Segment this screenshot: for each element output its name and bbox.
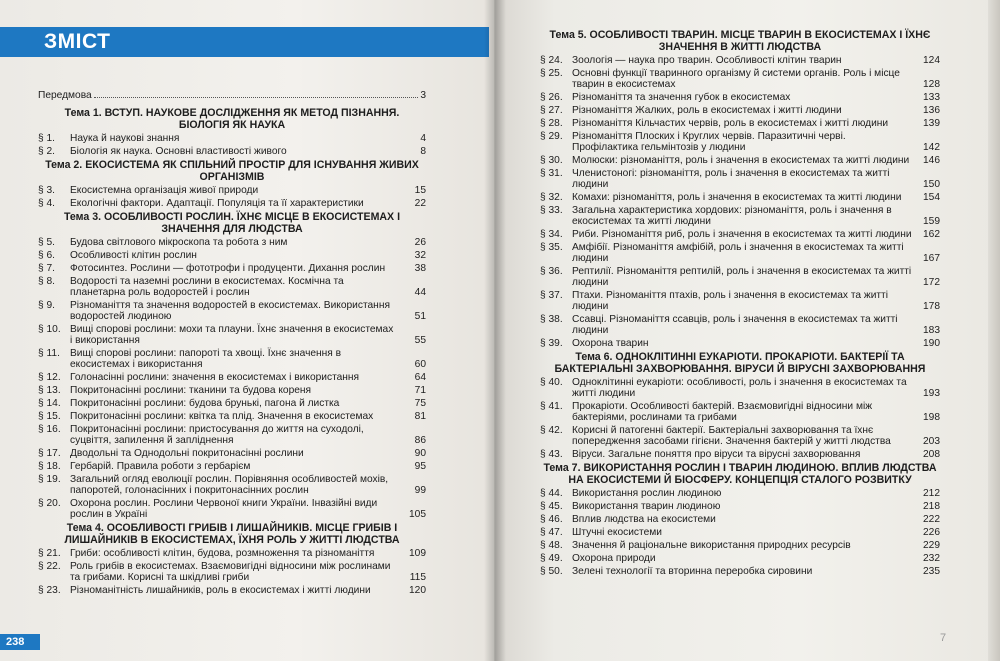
page-ref: 150 (923, 179, 940, 190)
section-number: § 39. (540, 338, 563, 349)
preface-label: Передмова (38, 90, 92, 101)
toc-entry[interactable] (540, 131, 940, 153)
toc-entry[interactable] (540, 155, 940, 166)
section-title: Загальний огляд еволюції рослин. Порівняння особливостей мохів, папоротей, голонасінних і покритонасінних рослин (70, 474, 389, 496)
section-title: Риби. Різноманіття риб, роль і значення в екосистемах та житті людини (572, 229, 912, 240)
toc-entry[interactable] (540, 229, 940, 240)
page-ref: 203 (923, 436, 940, 447)
section-number: § 1. (38, 133, 55, 144)
section-title: Покритонасінні рослини: тканини та будова кореня (70, 385, 312, 396)
page-ref: 159 (923, 216, 940, 227)
page-ref: 139 (923, 118, 940, 129)
section-title: Охорона природи (572, 553, 656, 564)
toc-entry[interactable] (540, 192, 940, 203)
topic-heading: Тема 5. ОСОБЛИВОСТІ ТВАРИН. МІСЦЕ ТВАРИН В ЕКОСИСТЕМАХ І ЇХНЄ ЗНАЧЕННЯ В ЖИТТІ ЛЮДСТВА (549, 29, 931, 53)
toc-entry[interactable] (38, 461, 426, 472)
page-ref: 136 (923, 105, 940, 116)
section-number: § 22. (38, 561, 61, 572)
page-ref: 190 (923, 338, 940, 349)
section-number: § 19. (38, 474, 61, 485)
section-number: § 20. (38, 498, 61, 509)
section-number: § 36. (540, 266, 563, 277)
section-number: § 32. (540, 192, 563, 203)
page-ref: 154 (923, 192, 940, 203)
section-title: Покритонасінні рослини: квітка та плід. Значення в екосистемах (70, 411, 374, 422)
page-ref: 178 (923, 301, 940, 312)
section-title: Корисні й патогенні бактерії. Бактеріальні захворювання та їхнє попередження засобами гігієни. Значення бактерій у житті людства (572, 425, 891, 447)
toc-entry[interactable] (540, 105, 940, 116)
toc-entry[interactable] (38, 300, 426, 322)
section-number: § 18. (38, 461, 61, 472)
section-number: § 24. (540, 55, 563, 66)
section-number: § 5. (38, 237, 55, 248)
page-ref: 44 (414, 287, 426, 298)
toc-entry[interactable] (540, 449, 940, 460)
section-number: § 41. (540, 401, 563, 412)
section-title: Штучні екосистеми (572, 527, 662, 538)
section-number: § 26. (540, 92, 563, 103)
topic-heading: Тема 4. ОСОБЛИВОСТІ ГРИБІВ І ЛИШАЙНИКІВ. МІСЦЕ ГРИБІВ І ЛИШАЙНИКІВ В ЕКОСИСТЕМАХ, ЇХНЯ РОЛЬ У ЖИТТІ ЛЮДСТВА (64, 522, 400, 546)
section-number: § 33. (540, 205, 563, 216)
toc-entry[interactable] (540, 488, 940, 499)
toc-entry[interactable] (540, 425, 940, 447)
page-ref: 198 (923, 412, 940, 423)
page-ref: 99 (414, 485, 426, 496)
page-ref: 15 (414, 185, 426, 196)
page-ref: 115 (409, 572, 426, 583)
section-number: § 6. (38, 250, 55, 261)
toc-entry[interactable] (540, 314, 940, 336)
page-ref: 142 (923, 142, 940, 153)
section-title: Голонасінні рослини: значення в екосистемах і використання (70, 372, 360, 383)
section-title: Зелені технології та вторинна переробка сировини (572, 566, 813, 577)
contents-title: ЗМІСТ (44, 30, 111, 53)
toc-entry[interactable] (38, 276, 426, 298)
section-number: § 30. (540, 155, 563, 166)
page-ref: 86 (414, 435, 426, 446)
section-number: § 34. (540, 229, 563, 240)
page-ref: 95 (414, 461, 426, 472)
toc-entry[interactable] (38, 133, 426, 144)
section-title: Зоологія — наука про тварин. Особливості клітин тварин (572, 55, 842, 66)
section-number: § 13. (38, 385, 61, 396)
section-number: § 42. (540, 425, 563, 436)
section-number: § 12. (38, 372, 61, 383)
section-title: Охорона тварин (572, 338, 649, 349)
page-ref: 109 (409, 548, 426, 559)
topic-heading: Тема 1. ВСТУП. НАУКОВЕ ДОСЛІДЖЕННЯ ЯК МЕТОД ПІЗНАННЯ. БІОЛОГІЯ ЯК НАУКА (64, 107, 400, 131)
section-title: Використання рослин людиною (572, 488, 722, 499)
page-ref: 81 (414, 411, 426, 422)
page-ref: 22 (414, 198, 426, 209)
section-title: Прокаріоти. Особливості бактерій. Взаємовигідні відносини між бактеріями, рослинами та грибами (572, 401, 873, 423)
toc-entry[interactable] (38, 250, 426, 261)
page-ref: 133 (923, 92, 940, 103)
page-ref: 64 (414, 372, 426, 383)
toc-entry[interactable] (38, 585, 426, 596)
toc-entry[interactable] (38, 474, 426, 496)
section-number: § 17. (38, 448, 61, 459)
page-ref: 38 (414, 263, 426, 274)
topic-heading: Тема 2. ЕКОСИСТЕМА ЯК СПІЛЬНИЙ ПРОСТІР ДЛЯ ІСНУВАННЯ ЖИВИХ ОРГАНІЗМІВ (45, 159, 419, 183)
section-number: § 48. (540, 540, 563, 551)
toc-entry[interactable] (540, 205, 940, 227)
toc-entry[interactable] (540, 540, 940, 551)
toc-entry[interactable] (540, 501, 940, 512)
section-number: § 10. (38, 324, 61, 335)
section-number: § 27. (540, 105, 563, 116)
page-edge (988, 0, 1000, 661)
section-number: § 46. (540, 514, 563, 525)
section-number: § 35. (540, 242, 563, 253)
section-title: Водорості та наземні рослини в екосистемах. Космічна та планетарна роль водоростей і рослин (70, 276, 344, 298)
section-title: Основні функції тваринного організму й системи органів. Роль і місце тварин в екосистемах (572, 68, 900, 90)
section-title: Одноклітинні еукаріоти: особливості, роль і значення в екосистемах та житті людини (572, 377, 907, 399)
toc-entry[interactable] (540, 377, 940, 399)
section-number: § 21. (38, 548, 61, 559)
page-ref: 90 (414, 448, 426, 459)
toc-entry[interactable] (540, 92, 940, 103)
section-title: Загальна характеристика хордових: різноманіття, роль і значення в екосистемах та житті людини (572, 205, 892, 227)
section-number: § 23. (38, 585, 61, 596)
toc-entry[interactable] (540, 68, 940, 90)
section-number: § 49. (540, 553, 563, 564)
toc-entry[interactable] (38, 237, 426, 248)
toc-entry[interactable] (38, 385, 426, 396)
toc-entry[interactable] (38, 263, 426, 274)
toc-entry[interactable] (38, 561, 426, 583)
toc-entry[interactable] (38, 372, 426, 383)
page-ref: 75 (414, 398, 426, 409)
section-number: § 50. (540, 566, 563, 577)
section-title: Покритонасінні рослини: будова брунькі, пагона й листка (70, 398, 340, 409)
topic-heading: Тема 3. ОСОБЛИВОСТІ РОСЛИН. ЇХНЄ МІСЦЕ В ЕКОСИСТЕМАХ І ЗНАЧЕННЯ ДЛЯ ЛЮДСТВА (63, 211, 401, 235)
toc-entry[interactable] (38, 398, 426, 409)
toc-entry[interactable] (540, 242, 940, 264)
toc-entry[interactable] (38, 498, 426, 520)
section-number: § 37. (540, 290, 563, 301)
section-title: Різноманіття Жалких, роль в екосистемах і житті людини (572, 105, 842, 116)
toc-entry[interactable] (540, 553, 940, 564)
section-title: Вплив людства на екосистеми (572, 514, 716, 525)
toc-entry[interactable] (540, 118, 940, 129)
section-title: Дводольні та Однодольні покритонасінні рослини (70, 448, 304, 459)
section-title: Екологічні фактори. Адаптації. Популяція та її характеристики (70, 198, 364, 209)
toc-entry[interactable] (38, 411, 426, 422)
section-title: Значення й раціональне використання природних ресурсів (572, 540, 851, 551)
preface-page: 3 (420, 90, 426, 101)
section-number: § 11. (38, 348, 60, 359)
section-title: Біологія як наука. Основні властивості живого (70, 146, 287, 157)
section-number: § 25. (540, 68, 563, 79)
section-title: Фотосинтез. Рослини — фототрофи і продуценти. Дихання рослин (70, 263, 386, 274)
section-number: § 44. (540, 488, 563, 499)
left-page (0, 0, 494, 661)
section-number: § 40. (540, 377, 563, 388)
toc-entry[interactable] (38, 324, 426, 346)
right-page (494, 0, 1000, 661)
section-title: Екосистемна організація живої природи (70, 185, 259, 196)
topic-heading: Тема 6. ОДНОКЛІТИННІ ЕУКАРІОТИ. ПРОКАРІОТИ. БАКТЕРІЇ ТА БАКТЕРІАЛЬНІ ЗАХВОРЮВАННЯ. ВІРУСИ Й ВІРУСНІ ЗАХВОРЮВАННЯ (554, 351, 926, 375)
page-ref: 226 (923, 527, 940, 538)
section-title: Віруси. Загальне поняття про віруси та вірусні захворювання (572, 449, 861, 460)
section-title: Амфібії. Різноманіття амфібій, роль і значення в екосистемах та житті людини (572, 242, 904, 264)
section-title: Різноманітність лишайників, роль в екосистемах і житті людини (70, 585, 371, 596)
toc-entry[interactable] (540, 566, 940, 577)
page-number-right: 7 (940, 632, 947, 644)
section-title: Охорона рослин. Рослини Червоної книги України. Інвазійні види рослин в Україні (70, 498, 378, 520)
page-ref: 218 (923, 501, 940, 512)
section-number: § 45. (540, 501, 563, 512)
section-title: Вищі спорові рослини: мохи та плауни. Їхнє значення в екосистемах і використання (70, 324, 394, 346)
page-ref: 232 (923, 553, 940, 564)
section-title: Використання тварин людиною (572, 501, 721, 512)
toc-entry[interactable] (540, 290, 940, 312)
toc-entry[interactable] (38, 185, 426, 196)
page-ref: 55 (414, 335, 426, 346)
toc-entry[interactable] (38, 198, 426, 209)
page-ref: 167 (923, 253, 940, 264)
page-ref: 26 (414, 237, 426, 248)
toc-entry[interactable] (540, 266, 940, 288)
preface-entry[interactable] (38, 90, 426, 101)
section-title: Різноманіття та значення водоростей в екосистемах. Використання водоростей людиною (70, 300, 390, 322)
section-title: Роль грибів в екосистемах. Взаємовигідні відносини між рослинами та грибами. Корисні та шкідливі гриби (70, 561, 391, 583)
page-ref: 8 (420, 146, 426, 157)
page-ref: 32 (414, 250, 426, 261)
section-title: Будова світлового мікроскопа та робота з ним (70, 237, 288, 248)
book-gutter (484, 0, 506, 661)
section-number: § 9. (38, 300, 55, 311)
section-number: § 8. (38, 276, 55, 287)
page-ref: 71 (414, 385, 426, 396)
page-ref: 208 (923, 449, 940, 460)
toc-entry[interactable] (540, 55, 940, 66)
page-ref: 51 (414, 311, 426, 322)
page-ref: 212 (923, 488, 940, 499)
section-title: Членистоногі: різноманіття, роль і значення в екосистемах та житті людини (572, 168, 890, 190)
page-ref: 162 (923, 229, 940, 240)
section-title: Птахи. Різноманіття птахів, роль і значення в екосистемах та житті людини (572, 290, 888, 312)
page-ref: 128 (923, 79, 940, 90)
toc-entry[interactable] (38, 448, 426, 459)
toc-entry[interactable] (540, 514, 940, 525)
section-number: § 31. (540, 168, 563, 179)
section-number: § 7. (38, 263, 55, 274)
page-ref: 235 (923, 566, 940, 577)
section-title: Особливості клітин рослин (70, 250, 197, 261)
section-number: § 16. (38, 424, 61, 435)
toc-right-column (540, 27, 940, 579)
section-number: § 28. (540, 118, 563, 129)
toc-entry[interactable] (540, 168, 940, 190)
section-number: § 38. (540, 314, 563, 325)
section-number: § 47. (540, 527, 563, 538)
toc-entry[interactable] (540, 401, 940, 423)
page-ref: 183 (923, 325, 940, 336)
section-title: Різноманіття та значення губок в екосистемах (572, 92, 791, 103)
section-number: § 3. (38, 185, 55, 196)
toc-entry[interactable] (38, 146, 426, 157)
section-number: § 4. (38, 198, 55, 209)
page-ref: 124 (923, 55, 940, 66)
section-title: Різноманіття Плоских і Круглих червів. Паразитичні черві. Профілактика гельмінтозів у людини (572, 131, 846, 153)
page-ref: 105 (409, 509, 426, 520)
section-title: Різноманіття Кільчастих червів, роль в екосистемах і житті людини (572, 118, 889, 129)
toc-entry[interactable] (38, 348, 426, 370)
toc-entry[interactable] (38, 424, 426, 446)
page-ref: 120 (409, 585, 426, 596)
section-title: Гербарій. Правила роботи з гербарієм (70, 461, 251, 472)
contents-banner (0, 27, 489, 57)
section-number: § 15. (38, 411, 61, 422)
page-ref: 172 (923, 277, 940, 288)
dot-leader (94, 90, 419, 98)
section-number: § 14. (38, 398, 61, 409)
page-ref: 229 (923, 540, 940, 551)
section-title: Вищі спорові рослини: папороті та хвощі. Їхнє значення в екосистемах і використання (70, 348, 342, 370)
page-ref: 222 (923, 514, 940, 525)
section-title: Покритонасінні рослини: пристосування до життя на суходолі, суцвіття, запилення й запліднення (70, 424, 364, 446)
section-title: Гриби: особливості клітин, будова, розмноження та різноманіття (70, 548, 375, 559)
toc-left-column (38, 90, 426, 598)
section-title: Рептилії. Різноманіття рептилій, роль і значення в екосистемах та житті людини (572, 266, 912, 288)
toc-entry[interactable] (38, 548, 426, 559)
section-number: § 29. (540, 131, 563, 142)
section-title: Молюски: різноманіття, роль і значення в екосистемах та житті людини (572, 155, 910, 166)
section-title: Ссавці. Різноманіття ссавців, роль і значення в екосистемах та житті людини (572, 314, 898, 336)
toc-entry[interactable] (540, 338, 940, 349)
toc-entry[interactable] (540, 527, 940, 538)
section-title: Наука й наукові знання (70, 133, 180, 144)
page-ref: 146 (923, 155, 940, 166)
page-number-left: 238 (0, 634, 40, 650)
section-title: Комахи: різноманіття, роль і значення в екосистемах та житті людини (572, 192, 902, 203)
page-ref: 193 (923, 388, 940, 399)
page-ref: 60 (414, 359, 426, 370)
section-number: § 43. (540, 449, 563, 460)
topic-heading: Тема 7. ВИКОРИСТАННЯ РОСЛИН І ТВАРИН ЛЮДИНОЮ. ВПЛИВ ЛЮДСТВА НА ЕКОСИСТЕМИ Й БІОСФЕРУ. КОНЦЕПЦІЯ СТАЛОГО РОЗВИТКУ (543, 462, 937, 486)
page-ref: 4 (420, 133, 426, 144)
section-number: § 2. (38, 146, 55, 157)
